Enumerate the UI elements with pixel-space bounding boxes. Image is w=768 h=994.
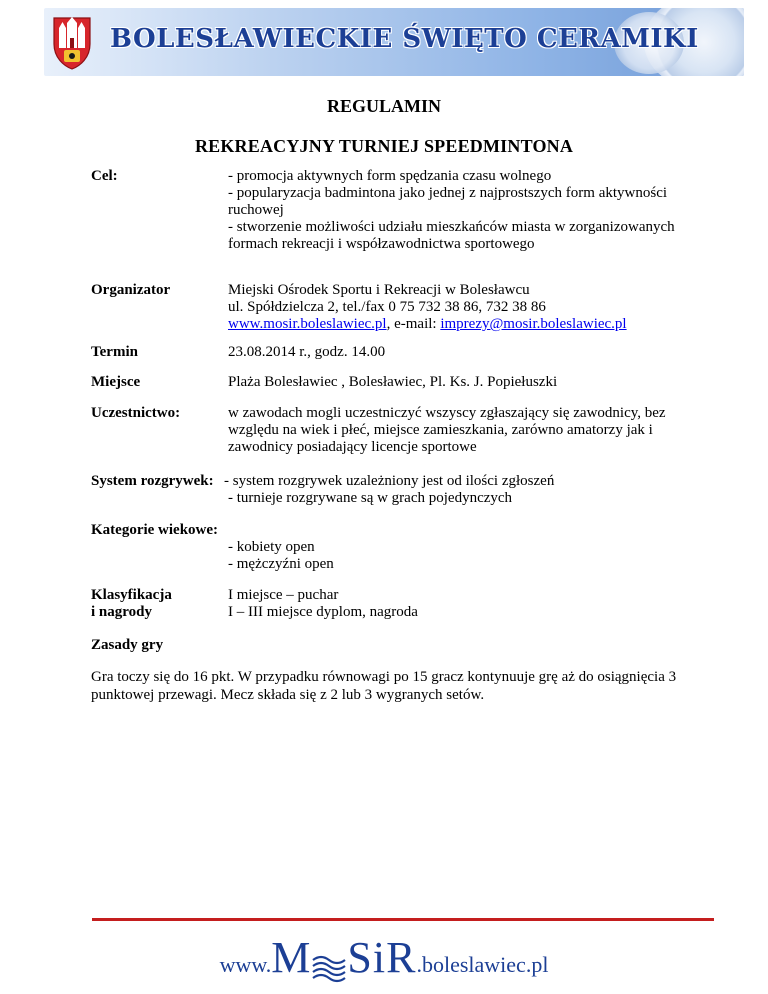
- uczestnictwo-line: względu na wiek i płeć, miejsce zamieszkania, zarówno amatorzy jak i: [228, 422, 653, 438]
- footer-rule: [92, 918, 714, 921]
- cel-text: [228, 168, 708, 253]
- uczestnictwo-line: w zawodach mogli uczestniczyć wszyscy zgłaszający się zawodnicy, bez: [228, 405, 666, 421]
- cel-label: Cel:: [91, 168, 118, 184]
- kategorie-line: - mężczyźni open: [228, 556, 334, 572]
- cel-line: - promocja aktywnych form spędzania czasu wolnego: [228, 168, 552, 184]
- system-line: - system rozgrywek uzależniony jest od ilości zgłoszeń: [224, 473, 555, 489]
- klasyfikacja-label-line: Klasyfikacja: [91, 587, 172, 603]
- uczestnictwo-text: [228, 405, 708, 456]
- email-prefix: , e-mail:: [386, 316, 441, 332]
- kategorie-label: Kategorie wiekowe:: [91, 522, 219, 538]
- organizator-name: Miejski Ośrodek Sportu i Rekreacji w Bolesławcu: [228, 282, 530, 298]
- zasady-line: Gra toczy się do 16 pkt. W przypadku równowagi po 15 gracz kontynuuje grę aż do osiągnięcia 3: [91, 669, 677, 685]
- system-label: System rozgrywek:: [91, 473, 214, 489]
- miejsce-label: Miejsce: [91, 374, 141, 390]
- document-subtitle: REKREACYJNY TURNIEJ SPEEDMINTONA: [194, 136, 574, 156]
- kategorie-line: - kobiety open: [228, 539, 315, 555]
- zasady-text: [91, 668, 711, 704]
- cel-line: - stworzenie możliwości udziału mieszkańców miasta w zorganizowanych: [228, 219, 675, 235]
- footer-prefix: www.: [219, 952, 272, 977]
- system-line: - turnieje rozgrywane są w grach pojedynczych: [228, 490, 513, 506]
- cel-line: ruchowej: [228, 202, 284, 218]
- zasady-heading: Zasady gry: [91, 637, 164, 653]
- organizator-label: Organizator: [91, 282, 171, 298]
- zasady-line: punktowej przewagi. Mecz składa się z 2 lub 3 wygranych setów.: [91, 687, 485, 703]
- footer-letters-sir: SiR: [347, 933, 417, 982]
- miejsce-value: Plaża Bolesławiec , Bolesławiec, Pl. Ks. J. Popiełuszki: [228, 374, 558, 390]
- document-title: REGULAMIN: [326, 96, 441, 116]
- kategorie-text: [228, 539, 708, 573]
- email-link[interactable]: imprezy@mosir.boleslawiec.pl: [440, 316, 627, 332]
- organizator-text: [228, 282, 708, 333]
- system-text: [224, 473, 704, 507]
- header-banner: [44, 8, 744, 76]
- uczestnictwo-label: Uczestnictwo:: [91, 405, 181, 421]
- klasyfikacja-line: I – III miejsce dyplom, nagroda: [228, 604, 418, 620]
- klasyfikacja-text: [228, 587, 708, 621]
- klasyfikacja-line: I miejsce – puchar: [228, 587, 339, 603]
- cel-line: formach rekreacji i współzawodnictwa sportowego: [228, 236, 535, 252]
- banner-title: BOLESŁAWIECKIE ŚWIĘTO CERAMIKI: [110, 24, 699, 54]
- termin-value: 23.08.2014 r., godz. 14.00: [228, 344, 386, 360]
- city-crest-icon: [50, 14, 94, 70]
- footer-suffix: .boleslawiec.pl: [416, 952, 549, 977]
- website-link[interactable]: www.mosir.boleslawiec.pl: [228, 316, 387, 332]
- klasyfikacja-label-line: i nagrody: [91, 604, 152, 620]
- footer-logo: [0, 932, 768, 986]
- organizator-address: ul. Spółdzielcza 2, tel./fax 0 75 732 38 86, 732 38 86: [228, 299, 546, 315]
- klasyfikacja-label: [91, 587, 172, 621]
- wave-logo-icon: [311, 950, 347, 986]
- footer-letter-m: M: [271, 933, 312, 982]
- cel-line: - popularyzacja badmintona jako jednej z najprostszych form aktywności: [228, 185, 668, 201]
- uczestnictwo-line: zawodnicy posiadający licencje sportowe: [228, 439, 477, 455]
- termin-label: Termin: [91, 344, 138, 360]
- organizator-contact: [228, 316, 708, 333]
